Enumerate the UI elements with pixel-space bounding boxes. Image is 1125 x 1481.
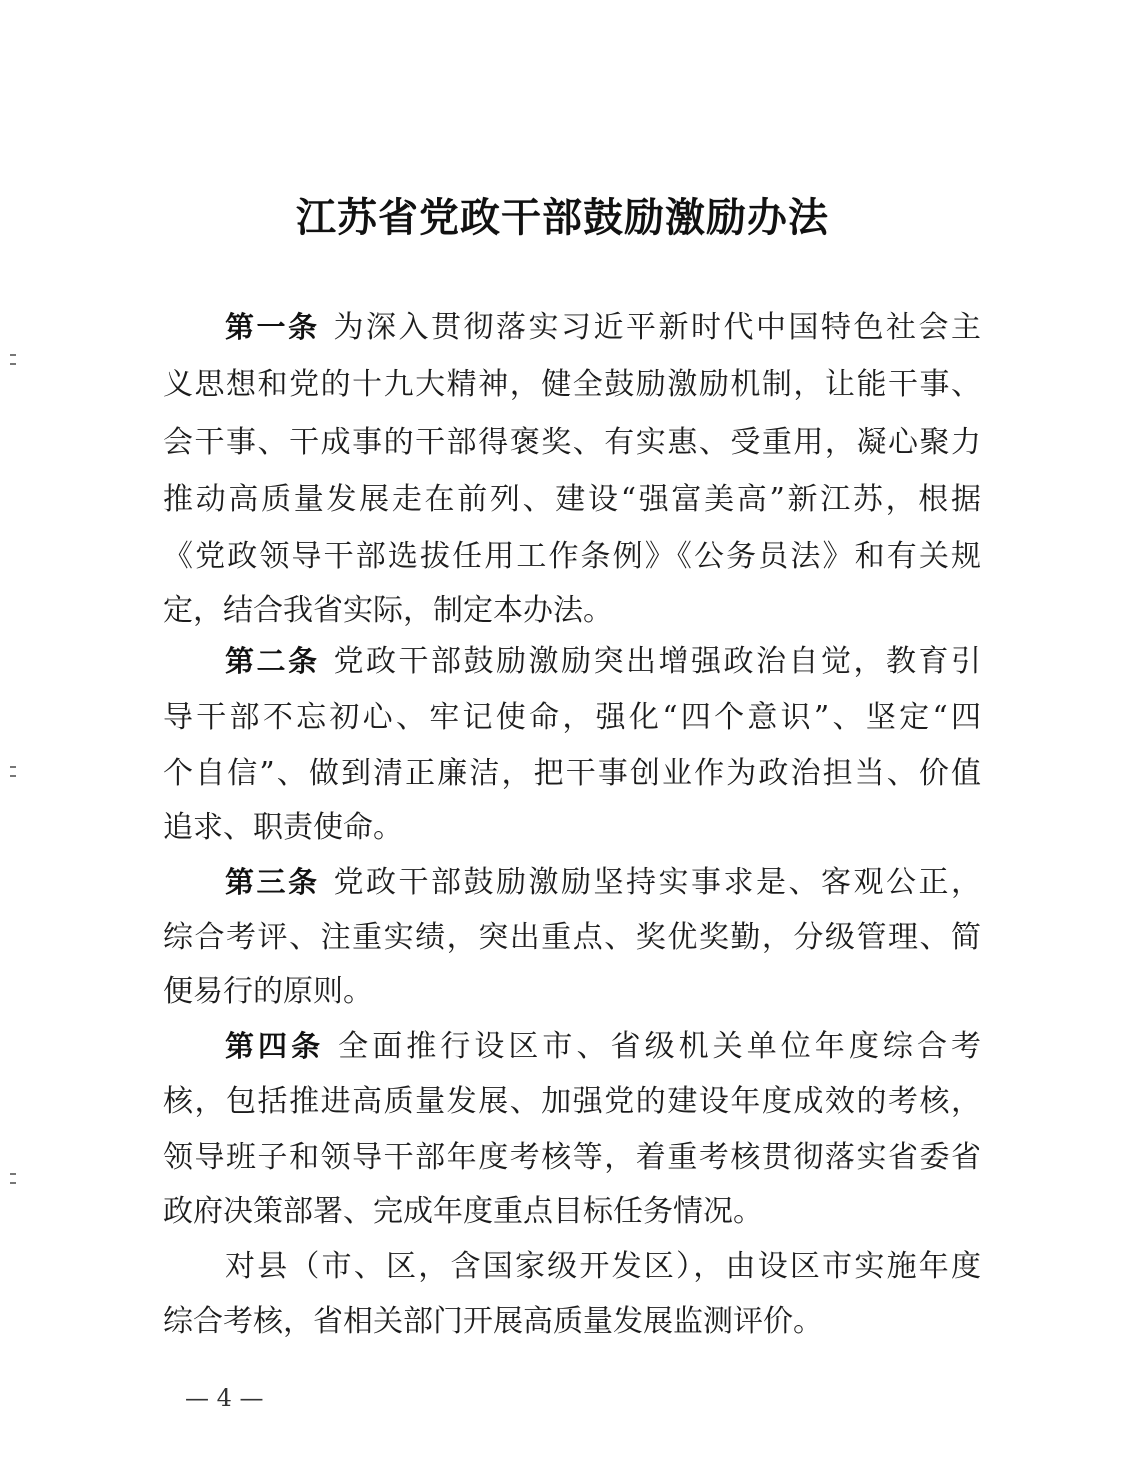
article-number: 第二条 xyxy=(225,644,320,678)
paragraph-line: 综合考评、注重实绩，突出重点、奖优奖勤，分级管理、简 xyxy=(163,920,981,955)
paragraph-line: 个自信”、做到清正廉洁，把干事创业作为政治担当、价值 xyxy=(163,756,981,791)
paragraph-line: 《党政领导干部选拔任用工作条例》《公务员法》和有关规 xyxy=(163,539,981,574)
line-text: 党政干部鼓励激励坚持实事求是、客观公正， xyxy=(333,865,981,900)
paragraph-line: 综合考核，省相关部门开展高质量发展监测评价。 xyxy=(163,1304,823,1339)
article-number: 第一条 xyxy=(225,310,320,344)
line-text: 为深入贯彻落实习近平新时代中国特色社会主 xyxy=(333,310,981,345)
paragraph-line xyxy=(225,631,981,691)
article-number: 第四条 xyxy=(225,1029,325,1063)
binding-hole-mark xyxy=(9,354,17,366)
paragraph-line: 推动高质量发展走在前列、建设“强富美高”新江苏，根据 xyxy=(163,482,981,517)
line-text: 全面推行设区市、省级机关单位年度综合考 xyxy=(338,1029,981,1064)
paragraph-line xyxy=(225,852,981,912)
paragraph-line: 对县（市、区，含国家级开发区），由设区市实施年度 xyxy=(225,1249,981,1284)
paragraph-line: 核，包括推进高质量发展、加强党的建设年度成效的考核， xyxy=(163,1084,981,1119)
paragraph-line xyxy=(225,297,981,357)
page-number: — 4 — xyxy=(185,1384,264,1412)
paragraph-line: 义思想和党的十九大精神，健全鼓励激励机制，让能干事、 xyxy=(163,367,981,402)
document-title: 江苏省党政干部鼓励激励办法 xyxy=(296,194,829,241)
paragraph-line: 政府决策部署、完成年度重点目标任务情况。 xyxy=(163,1194,763,1229)
paragraph-line: 追求、职责使命。 xyxy=(163,810,403,845)
binding-hole-mark xyxy=(9,1173,17,1185)
paragraph-line: 会干事、干成事的干部得褒奖、有实惠、受重用，凝心聚力 xyxy=(163,425,981,460)
paragraph-line: 领导班子和领导干部年度考核等，着重考核贯彻落实省委省 xyxy=(163,1140,981,1175)
paragraph-line xyxy=(225,1016,981,1076)
paragraph-line: 便易行的原则。 xyxy=(163,974,373,1009)
paragraph-line: 导干部不忘初心、牢记使命，强化“四个意识”、坚定“四 xyxy=(163,700,981,735)
paragraph-line: 定，结合我省实际，制定本办法。 xyxy=(163,593,613,628)
article-number: 第三条 xyxy=(225,865,320,899)
line-text: 党政干部鼓励激励突出增强政治自觉，教育引 xyxy=(333,644,981,679)
binding-hole-mark xyxy=(9,766,17,778)
